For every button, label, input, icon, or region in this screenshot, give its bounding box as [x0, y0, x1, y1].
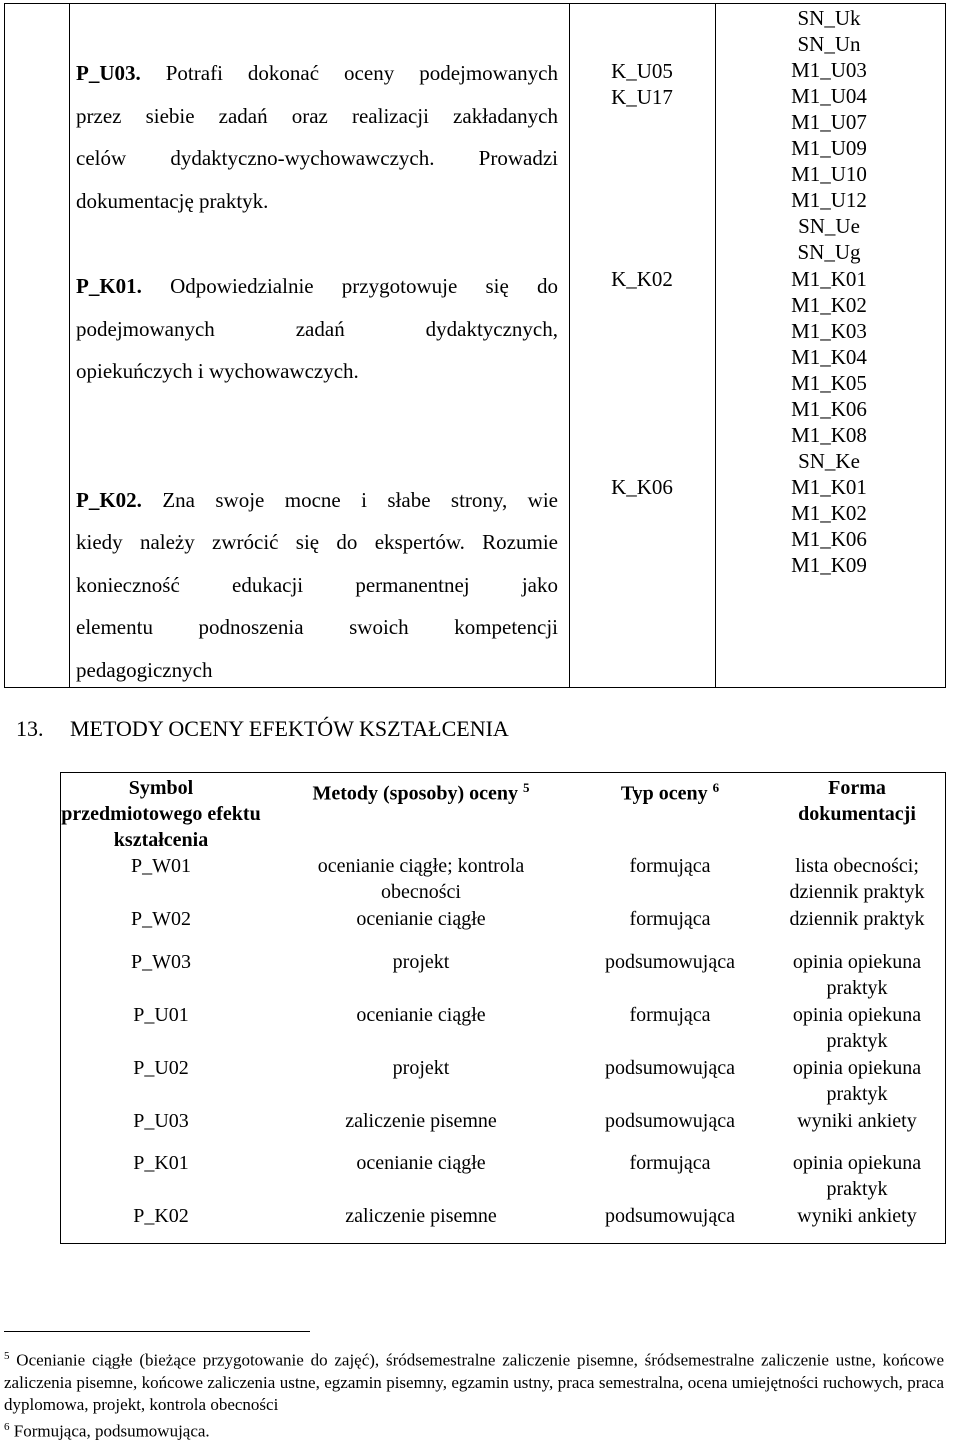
- kierunkowe-code: K_K02: [611, 267, 673, 291]
- kierunkowe-group: [572, 474, 712, 500]
- obszarowe-code: SN_Ue: [798, 214, 860, 238]
- header-form: Forma dokumentacji: [798, 777, 916, 825]
- obszarowe-code: SN_Ke: [798, 449, 860, 473]
- row-method: zaliczenie pisemne: [345, 1110, 497, 1132]
- row-symbol: P_K02: [133, 1205, 189, 1227]
- outcome-text-line: Potrafi dokonać oceny podejmowanych: [165, 61, 558, 85]
- row-form: opinia opiekuna praktyk: [792, 1004, 922, 1052]
- footnote-ref: 6: [712, 780, 720, 795]
- row-symbol: P_W03: [131, 951, 191, 973]
- footnote-text: Ocenianie ciągłe (bieżące przygotowanie do zajęć), śródsemestralne zaliczenie pisemne, śródsemestralne zaliczenie ustne, końcowe zaliczenia pisemne, końcowe zaliczenia ustne, egzamin pisemny, egzamin ustny, praca semestralna, ocena umiejętności ruchowych, praca dyplomowa, projekt, kontrola obecności: [4, 1350, 945, 1414]
- kierunkowe-code: K_U17: [611, 85, 673, 109]
- outcome-p-k01: [76, 265, 558, 393]
- kierunkowe-code: K_K06: [611, 475, 673, 499]
- obszarowe-code: M1_K08: [791, 423, 867, 447]
- table-divider: [69, 4, 70, 687]
- obszarowe-code: M1_K01: [791, 475, 867, 499]
- outcome-text-line: pedagogicznych: [76, 657, 213, 682]
- outcome-code: P_U03.: [76, 61, 141, 85]
- row-method: ocenianie ciągłe; kontrola obecności: [317, 855, 525, 903]
- row-type: podsumowująca: [605, 1205, 735, 1227]
- kierunkowe-group: [572, 58, 712, 110]
- obszarowe-code: M1_U04: [791, 84, 867, 108]
- obszarowe-code: M1_K04: [791, 345, 867, 369]
- outcome-text-line: opiekuńczych i wychowawczych.: [76, 359, 359, 383]
- obszarowe-code: M1_K09: [791, 553, 867, 577]
- outcome-text-line: celów dydaktyczno-wychowawczych. Prowadzi: [76, 146, 558, 170]
- row-type: formująca: [629, 855, 711, 877]
- row-method: ocenianie ciągłe: [356, 908, 486, 930]
- row-form: wyniki ankiety: [797, 1110, 917, 1132]
- obszarowe-group: [716, 5, 942, 265]
- outcome-text-line: Odpowiedzialnie przygotowuje się do: [170, 274, 559, 298]
- footnote-ref: 5: [523, 780, 530, 795]
- outcome-text-line: kiedy należy zwrócić się do ekspertów. Rozumie: [76, 530, 558, 554]
- row-form: opinia opiekuna praktyk: [792, 1057, 922, 1105]
- row-symbol: P_U02: [133, 1057, 189, 1079]
- row-form: dziennik praktyk: [789, 908, 925, 930]
- row-method: zaliczenie pisemne: [345, 1205, 497, 1227]
- obszarowe-code: M1_U10: [791, 162, 867, 186]
- outcome-p-u03: [76, 52, 558, 222]
- footnote: [4, 1345, 944, 1416]
- header-methods-label: Metody (sposoby) oceny: [312, 782, 519, 805]
- obszarowe-code: M1_K06: [791, 397, 867, 421]
- header-type-label: Typ oceny: [620, 782, 708, 805]
- outcome-code: P_K02.: [76, 487, 142, 512]
- kierunkowe-code: K_U05: [611, 59, 673, 83]
- footnotes: [4, 1345, 944, 1442]
- obszarowe-code: M1_U12: [791, 188, 867, 212]
- outcome-descriptions: [76, 52, 558, 691]
- outcome-text-line: przez siebie zadań oraz realizacji zakładanych: [76, 103, 558, 128]
- obszarowe-code: M1_K02: [791, 501, 867, 525]
- section-heading: [16, 716, 509, 742]
- obszarowe-code: M1_K06: [791, 527, 867, 551]
- row-method: projekt: [392, 1057, 450, 1079]
- obszarowe-code: M1_K02: [791, 293, 867, 317]
- footnote-marker: 5: [4, 1350, 10, 1362]
- row-symbol: P_U01: [133, 1004, 189, 1026]
- section-title: METODY OCENY EFEKTÓW KSZTAŁCENIA: [70, 716, 509, 741]
- outcome-text-line: dokumentację praktyk.: [76, 188, 269, 213]
- obszarowe-code: M1_U09: [791, 136, 867, 160]
- footnote-marker: 6: [4, 1420, 10, 1433]
- row-method: ocenianie ciągłe: [356, 1004, 486, 1026]
- section-number: 13.: [16, 716, 44, 741]
- obszarowe-code: SN_Ug: [797, 240, 861, 264]
- header-type: [577, 775, 763, 807]
- obszarowe-group: [716, 474, 942, 578]
- obszarowe-code: M1_U03: [791, 58, 867, 82]
- obszarowe-group: [716, 266, 942, 474]
- row-symbol: P_W02: [131, 908, 191, 930]
- obszarowe-code: M1_K03: [791, 319, 867, 343]
- table-divider: [569, 4, 570, 687]
- obszarowe-code: M1_K01: [791, 267, 867, 291]
- row-type: formująca: [629, 1004, 711, 1026]
- header-symbol: Symbol przedmiotowego efektu kształcenia: [61, 777, 261, 851]
- footnote-separator: [4, 1331, 310, 1332]
- row-form: opinia opiekuna praktyk: [792, 1152, 922, 1200]
- assessment-methods-table: [60, 772, 946, 1244]
- footnote-text: Formująca, podsumowująca.: [13, 1421, 210, 1441]
- row-type: podsumowująca: [605, 1110, 735, 1132]
- outcome-text-line: elementu podnoszenia swoich kompetencji: [76, 615, 558, 639]
- row-method: projekt: [392, 951, 450, 973]
- outcome-code: P_K01.: [76, 274, 142, 298]
- row-type: formująca: [629, 908, 711, 930]
- row-type: podsumowująca: [605, 951, 735, 973]
- row-type: podsumowująca: [605, 1057, 735, 1079]
- header-methods: [289, 775, 553, 807]
- obszarowe-code: M1_U07: [791, 110, 867, 134]
- row-symbol: P_U03: [133, 1110, 189, 1132]
- kierunkowe-group: [572, 266, 712, 292]
- footnote: [4, 1416, 944, 1442]
- row-form: lista obecności; dziennik praktyk: [789, 855, 925, 903]
- row-type: formująca: [629, 1152, 711, 1174]
- outcome-text-line: podejmowanych zadań dydaktycznych,: [76, 316, 558, 341]
- obszarowe-code: SN_Un: [797, 32, 861, 56]
- outcome-text-line: Zna swoje mocne i słabe strony, wie: [162, 487, 559, 512]
- row-symbol: P_W01: [131, 855, 191, 877]
- row-symbol: P_K01: [133, 1152, 189, 1174]
- outcome-text-line: konieczność edukacji permanentnej jako: [76, 572, 558, 597]
- obszarowe-code: M1_K05: [791, 371, 867, 395]
- row-method: ocenianie ciągłe: [356, 1152, 486, 1174]
- row-form: opinia opiekuna praktyk: [792, 951, 922, 999]
- outcome-p-k02: [76, 479, 558, 692]
- obszarowe-code: SN_Uk: [797, 6, 861, 30]
- row-form: wyniki ankiety: [797, 1205, 917, 1227]
